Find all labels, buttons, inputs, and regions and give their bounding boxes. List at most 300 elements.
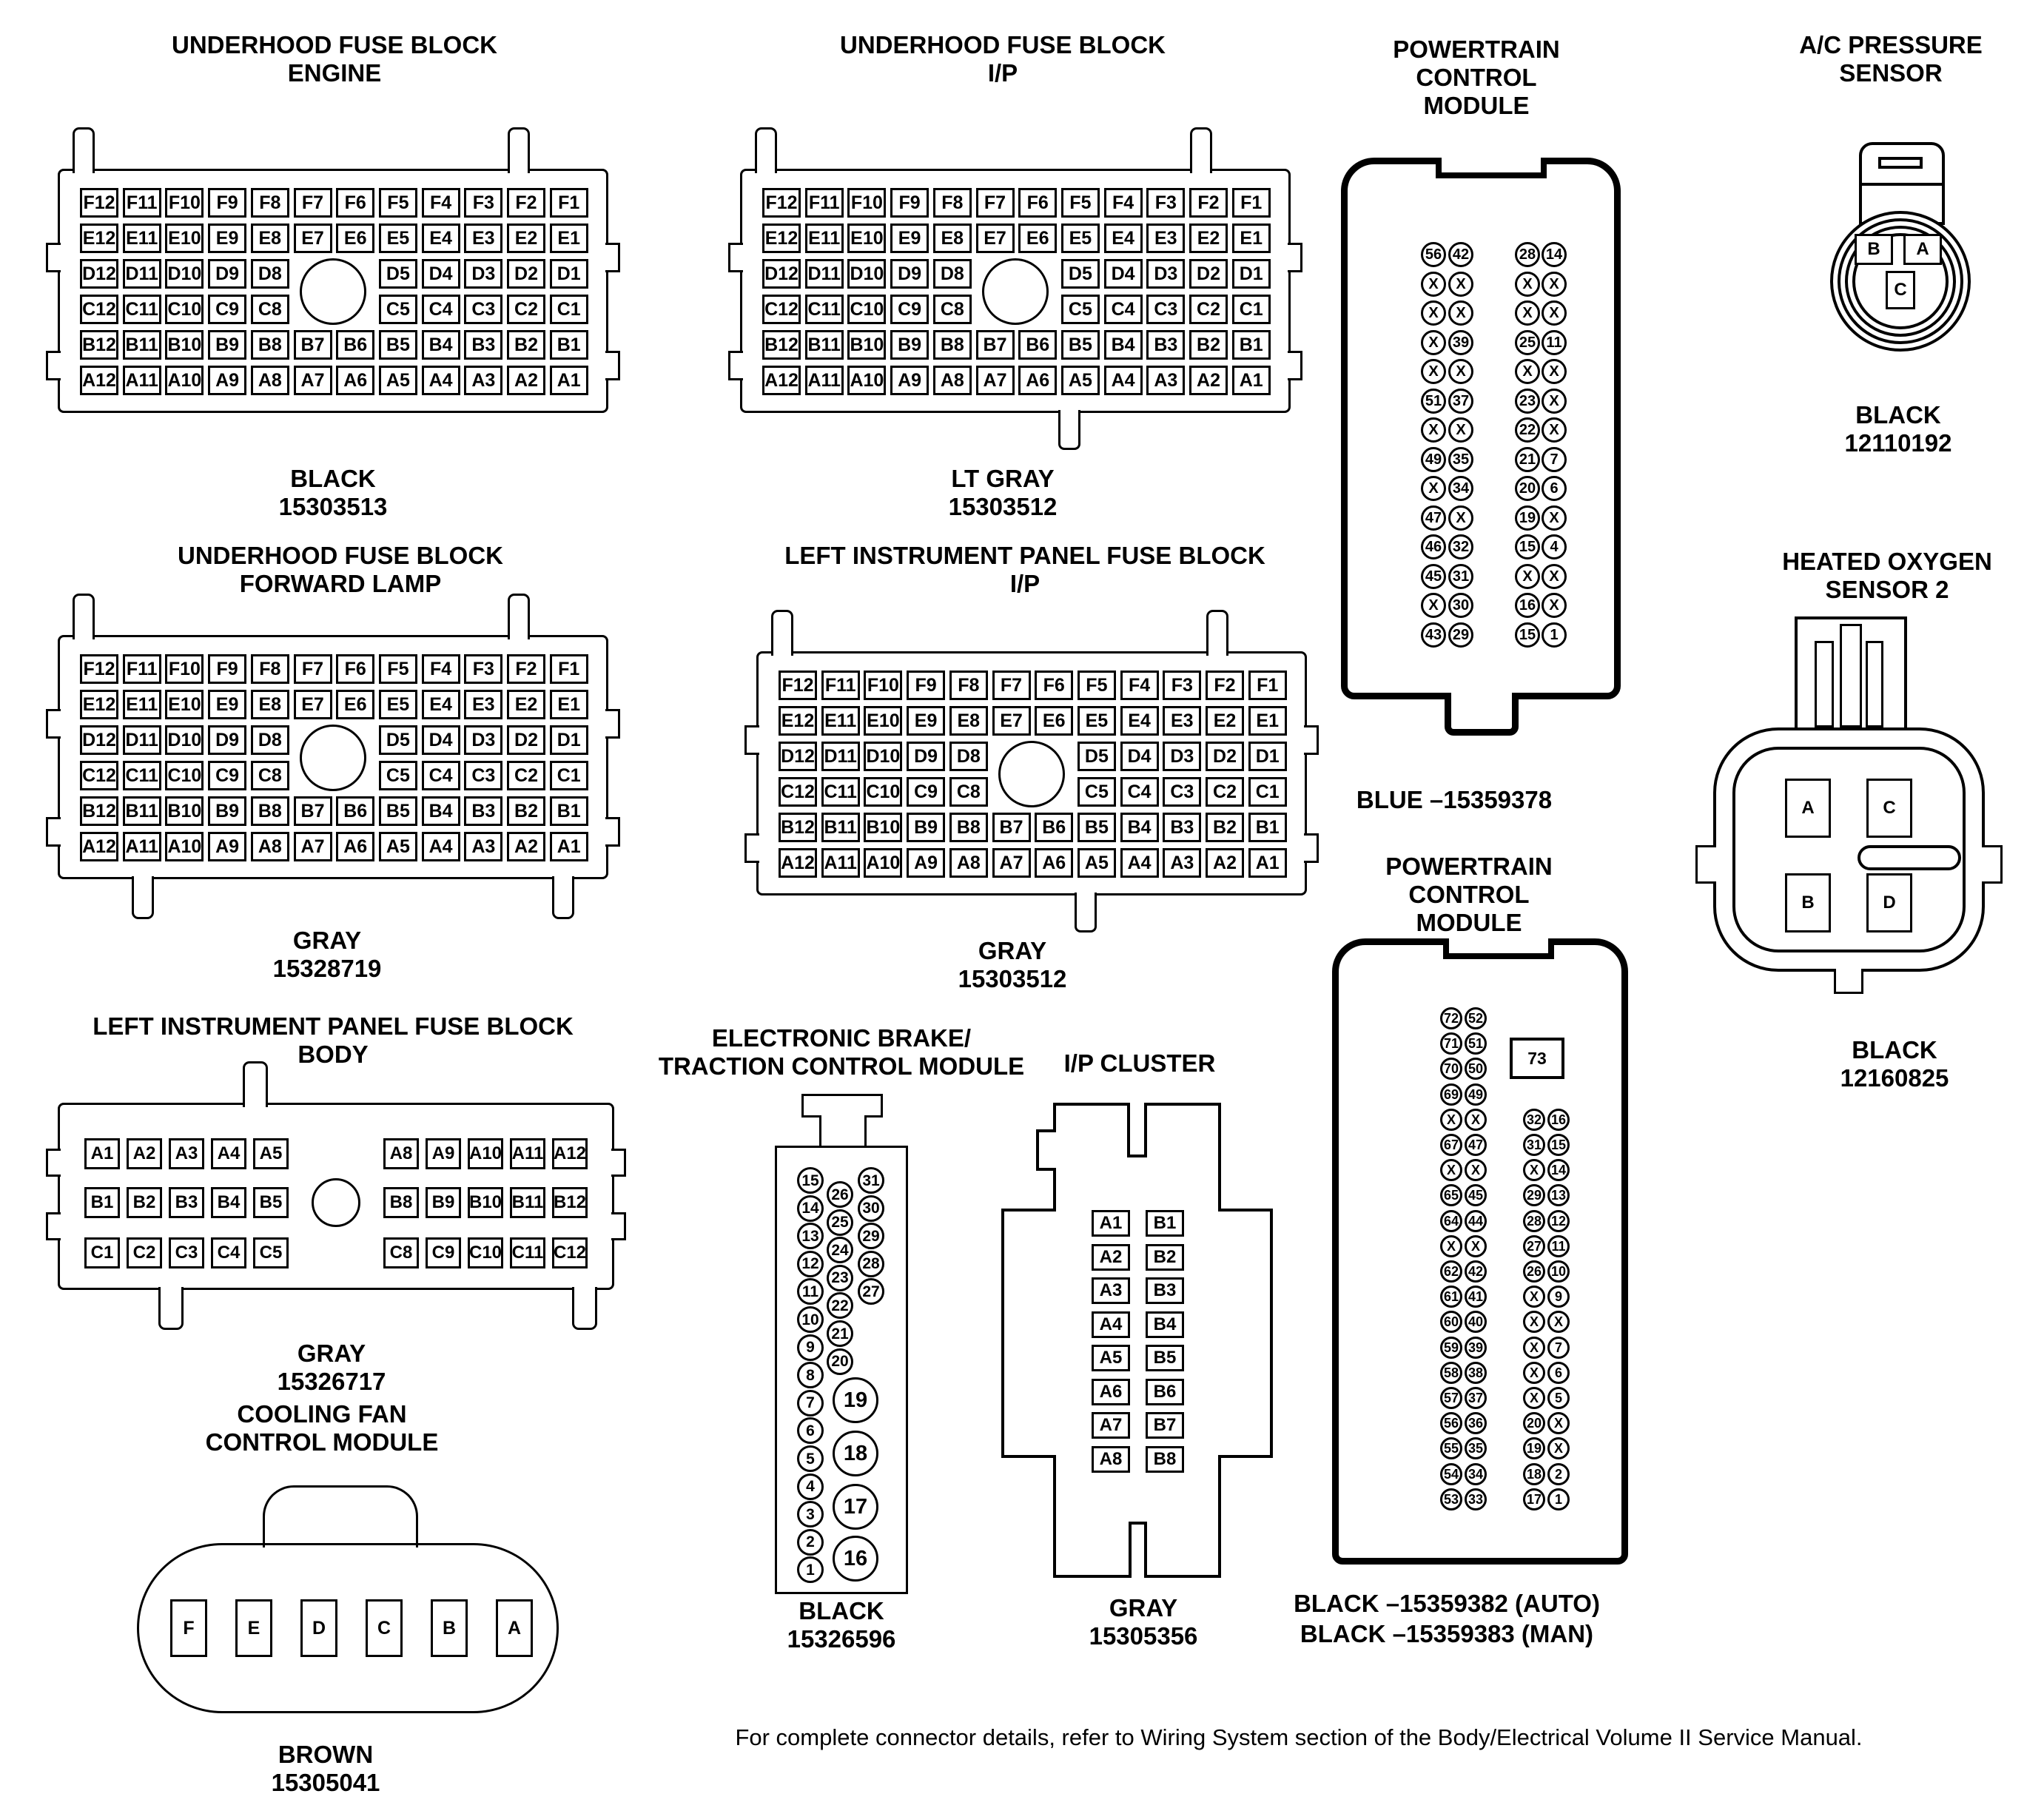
- mounting-peg: [771, 610, 793, 656]
- title-line: MODULE: [1416, 909, 1522, 936]
- fuse-cell: F10: [864, 671, 902, 700]
- pin-circle: 38: [1465, 1362, 1487, 1384]
- pin-circle: 19: [1523, 1437, 1545, 1459]
- title-line: CONTROL: [1408, 881, 1530, 908]
- pin-circle: X: [1547, 1412, 1570, 1434]
- fuse-cell: C8: [933, 295, 972, 324]
- fuse-cell: E4: [1120, 706, 1159, 736]
- fuse-cell: F8: [933, 188, 972, 218]
- connector-color: BLUE –15359378: [1356, 786, 1553, 813]
- fuse-cell: A9: [208, 832, 246, 861]
- pin-circle: 26: [1523, 1260, 1545, 1283]
- fuse-cell: F6: [336, 654, 374, 684]
- fuse-cell: F12: [762, 188, 801, 218]
- fuse-cell: B7: [294, 796, 332, 826]
- ebtcm-tab-bar: [801, 1094, 883, 1118]
- fuse-cell: C2: [507, 761, 545, 790]
- pin-circle: X: [1465, 1235, 1487, 1257]
- pin-circle: 27: [1523, 1235, 1545, 1257]
- fuse-cell: B8: [949, 813, 988, 842]
- pin-circle: 32: [1523, 1109, 1545, 1131]
- title-line: FORWARD LAMP: [239, 570, 442, 597]
- fuse-cell: B1: [1248, 813, 1287, 842]
- fuse-cell: B6: [1018, 330, 1057, 360]
- fuse-cell: B2: [127, 1187, 162, 1218]
- terminal: A: [496, 1599, 533, 1657]
- fuse-cell: B11: [805, 330, 844, 360]
- fuse-cell: A6: [1092, 1379, 1130, 1405]
- fuse-cell: A1: [1248, 848, 1287, 878]
- fuse-cell: B9: [426, 1187, 461, 1218]
- title-line: I/P: [1009, 570, 1041, 597]
- mounting-peg: [1206, 610, 1228, 656]
- fuse-cell: A10: [847, 366, 886, 395]
- pin-circle: X: [1515, 272, 1540, 297]
- pin-circle: 58: [1440, 1362, 1462, 1384]
- fuse-cell: F2: [507, 654, 545, 684]
- pin-circle: 17: [1523, 1488, 1545, 1510]
- fuse-cell: A3: [1146, 366, 1185, 395]
- fuse-cell: D11: [805, 259, 844, 289]
- pin-circle: 7: [1542, 447, 1567, 472]
- fuse-cell: B5: [253, 1187, 289, 1218]
- fuse-cell: F11: [805, 188, 844, 218]
- fuse-cell: A4: [422, 366, 460, 395]
- fuse-cell: C8: [251, 761, 289, 790]
- fuse-cell: D12: [779, 742, 817, 771]
- fuse-cell: B3: [1146, 330, 1185, 360]
- fuse-cell: A1: [550, 366, 588, 395]
- pin-circle: 11: [797, 1278, 824, 1305]
- pin-circle: 51: [1465, 1032, 1487, 1055]
- pin-circle: X: [1542, 564, 1567, 589]
- fuse-cell: D10: [864, 742, 902, 771]
- alignment-notch: [605, 243, 620, 272]
- fuse-cell: E3: [1163, 706, 1201, 736]
- fuse-cell: A3: [169, 1138, 204, 1169]
- fuse-cell: C9: [890, 295, 929, 324]
- fuse-cell: B5: [1061, 330, 1100, 360]
- fuse-cell: A5: [1092, 1345, 1130, 1371]
- title-line: I/P: [987, 59, 1018, 87]
- pin-circle: X: [1542, 505, 1567, 531]
- fuse-cell: B10: [847, 330, 886, 360]
- fuse-cell: F5: [1078, 671, 1116, 700]
- fuse-cell: E2: [507, 690, 545, 719]
- fuse-cell: B10: [165, 330, 204, 360]
- fuse-cell: A4: [1120, 848, 1159, 878]
- fuse-cell: A10: [864, 848, 902, 878]
- fuse-cell: E6: [1035, 706, 1073, 736]
- fuse-cell: A12: [80, 366, 118, 395]
- pin-circle: 49: [1421, 447, 1446, 472]
- title-body-block: [93, 1012, 574, 1069]
- fuse-cell: B2: [1206, 813, 1244, 842]
- fuse-cell: A2: [127, 1138, 162, 1169]
- part-label-pcm-1: [1356, 786, 1552, 814]
- fuse-cell: B6: [336, 796, 374, 826]
- fuse-cell: B4: [211, 1187, 246, 1218]
- fuse-cell: A2: [1189, 366, 1228, 395]
- title-line: UNDERHOOD FUSE BLOCK: [171, 31, 498, 58]
- fuse-cell: E12: [80, 690, 118, 719]
- pin-circle: 11: [1542, 330, 1567, 355]
- fuse-cell: A12: [762, 366, 801, 395]
- fuse-cell: D10: [847, 259, 886, 289]
- pin-circle: 32: [1448, 534, 1473, 559]
- pin-circle: 12: [797, 1251, 824, 1277]
- terminal: D: [1866, 873, 1912, 932]
- fuse-cell: B7: [1146, 1412, 1184, 1439]
- alignment-notch: [46, 709, 61, 739]
- pin-circle: 10: [1547, 1260, 1570, 1283]
- pin-circle: 69: [1440, 1083, 1462, 1106]
- fuse-cell: C10: [165, 295, 204, 324]
- pin-circle: X: [1515, 564, 1540, 589]
- title-underhood-ip: [840, 31, 1166, 87]
- title-line: MODULE: [1423, 92, 1530, 119]
- pin-circle: 2: [1547, 1463, 1570, 1485]
- fuse-cell: F10: [165, 188, 204, 218]
- pcm1-top-notch: [1436, 158, 1547, 178]
- connector-color: BLACK: [1855, 401, 1941, 429]
- ho2s-slot: [1858, 845, 1961, 870]
- fuse-cell: D1: [1232, 259, 1271, 289]
- cooling-fan-index-tab: [263, 1485, 418, 1547]
- fuse-cell: D4: [1104, 259, 1143, 289]
- fuse-cell: E1: [550, 224, 588, 253]
- pin-circle: 31: [858, 1167, 884, 1194]
- fuse-cell: B11: [123, 330, 161, 360]
- fuse-cell: A7: [294, 832, 332, 861]
- fuse-cell: A8: [933, 366, 972, 395]
- fuse-cell: F5: [379, 188, 417, 218]
- title-pcm-1: [1393, 36, 1560, 120]
- pin-circle: 67: [1440, 1134, 1462, 1156]
- part-number: 15305041: [271, 1769, 380, 1796]
- pin-circle: 1: [1547, 1488, 1570, 1510]
- fuse-cell: D10: [165, 725, 204, 755]
- fuse-cell: C3: [464, 761, 502, 790]
- fuse-cell: A7: [992, 848, 1031, 878]
- fuse-cell: C4: [1120, 777, 1159, 807]
- fuse-cell: A2: [507, 366, 545, 395]
- fuse-cell: F7: [294, 188, 332, 218]
- fuse-cell: F6: [336, 188, 374, 218]
- pin-circle: 49: [1465, 1083, 1487, 1106]
- connector-color: BLACK: [1852, 1036, 1937, 1063]
- alignment-notch: [728, 351, 743, 380]
- pin-circle: 31: [1523, 1134, 1545, 1156]
- pin-circle: X: [1542, 359, 1567, 384]
- fuse-cell: C4: [422, 295, 460, 324]
- fuse-cell: B8: [251, 330, 289, 360]
- fuse-cell: F3: [464, 188, 502, 218]
- fuse-cell: F4: [422, 654, 460, 684]
- fuse-cell: B1: [550, 796, 588, 826]
- fuse-cell: B7: [992, 813, 1031, 842]
- pin-circle: 39: [1448, 330, 1473, 355]
- fuse-cell: B3: [464, 796, 502, 826]
- fuse-cell: B10: [468, 1187, 503, 1218]
- fuse-cell: B5: [379, 796, 417, 826]
- mounting-peg: [755, 127, 777, 173]
- fuse-cell: A8: [383, 1138, 419, 1169]
- fuse-cell: C5: [1061, 295, 1100, 324]
- fuse-cell: D5: [1078, 742, 1116, 771]
- fuse-cell: E10: [847, 224, 886, 253]
- index-tab: [243, 1061, 268, 1107]
- title-line: BODY: [297, 1041, 369, 1068]
- fuse-cell: C12: [762, 295, 801, 324]
- fuse-cell: B2: [1189, 330, 1228, 360]
- title-cooling-fan: [206, 1400, 439, 1456]
- title-line: LEFT INSTRUMENT PANEL FUSE BLOCK: [784, 542, 1265, 569]
- fuse-cell: C2: [1206, 777, 1244, 807]
- pin-circle: X: [1421, 330, 1446, 355]
- alignment-notch: [744, 833, 759, 863]
- alignment-notch: [46, 351, 61, 380]
- fuse-cell: F7: [976, 188, 1015, 218]
- pin-circle: 21: [827, 1320, 853, 1347]
- pin-circle: X: [1440, 1159, 1462, 1181]
- part-label-underhood-ip: [949, 465, 1058, 521]
- fuse-cell: B11: [123, 796, 161, 826]
- pin-circle: 7: [797, 1390, 824, 1417]
- fuse-cell: F4: [422, 188, 460, 218]
- fuse-cell: F3: [464, 654, 502, 684]
- part-number: 15305356: [1089, 1622, 1198, 1650]
- pin-circle: 29: [1448, 622, 1473, 648]
- alignment-notch: [46, 817, 61, 847]
- fuse-cell: E8: [251, 224, 289, 253]
- fuse-cell: D2: [1189, 259, 1228, 289]
- fuse-cell: D5: [1061, 259, 1100, 289]
- pin-circle: 24: [827, 1237, 853, 1263]
- fuse-cell: E1: [1248, 706, 1287, 736]
- connector-color: BROWN: [278, 1741, 374, 1768]
- pin-circle: 4: [797, 1473, 824, 1500]
- pin-circle: 45: [1465, 1184, 1487, 1206]
- part-number: 15303513: [278, 493, 388, 520]
- fuse-cell: E7: [294, 690, 332, 719]
- pin-circle: 18: [1523, 1463, 1545, 1485]
- fuse-cell: F4: [1120, 671, 1159, 700]
- pin-circle: 9: [797, 1334, 824, 1361]
- title-line: COOLING FAN: [237, 1400, 407, 1428]
- pin-circle: 20: [1523, 1412, 1545, 1434]
- pin-circle: 60: [1440, 1311, 1462, 1333]
- pin-circle: 35: [1448, 447, 1473, 472]
- fuse-cell: A1: [550, 832, 588, 861]
- fuse-cell: A5: [253, 1138, 289, 1169]
- fuse-cell: E3: [464, 224, 502, 253]
- pin-circle: 59: [1440, 1337, 1462, 1359]
- pin-circle: 31: [1448, 564, 1473, 589]
- fuse-cell: F1: [550, 188, 588, 218]
- pin-circle: X: [1440, 1235, 1462, 1257]
- fuse-cell: E11: [123, 224, 161, 253]
- fuse-cell: F12: [80, 188, 118, 218]
- title-line: HEATED OXYGEN: [1782, 548, 1992, 575]
- mounting-peg: [73, 127, 95, 173]
- ho2s-side-tab: [1982, 845, 2003, 884]
- fuse-cell: A6: [336, 366, 374, 395]
- fuse-cell: C2: [127, 1237, 162, 1268]
- fuse-cell: D12: [80, 259, 118, 289]
- pin-circle: 53: [1440, 1488, 1462, 1510]
- fuse-cell: F8: [251, 188, 289, 218]
- alignment-notch: [46, 1212, 61, 1240]
- pin-circle: 62: [1440, 1260, 1462, 1283]
- pin-circle: 14: [797, 1195, 824, 1222]
- pin-circle: X: [1465, 1159, 1487, 1181]
- fuse-cell: B8: [251, 796, 289, 826]
- fuse-cell: E5: [379, 690, 417, 719]
- alignment-notch: [1288, 351, 1302, 380]
- fuse-cell: B5: [379, 330, 417, 360]
- pin-circle: 19: [833, 1377, 878, 1423]
- pin-circle: X: [1542, 389, 1567, 414]
- pin-circle: 25: [827, 1209, 853, 1236]
- fuse-cell: A11: [123, 366, 161, 395]
- title-line: UNDERHOOD FUSE BLOCK: [177, 542, 504, 569]
- fuse-cell: F8: [949, 671, 988, 700]
- fuse-cell: A7: [294, 366, 332, 395]
- fuse-cell: E7: [976, 224, 1015, 253]
- fuse-cell: F12: [779, 671, 817, 700]
- fuse-cell: A11: [805, 366, 844, 395]
- fuse-cell: A9: [907, 848, 945, 878]
- pin-circle: 42: [1448, 242, 1473, 267]
- title-line: ELECTRONIC BRAKE/: [711, 1024, 972, 1052]
- fuse-cell: F10: [847, 188, 886, 218]
- fuse-cell: A11: [510, 1138, 545, 1169]
- fuse-cell: C8: [251, 295, 289, 324]
- fuse-cell: A11: [821, 848, 860, 878]
- pin-circle: 1: [1542, 622, 1567, 648]
- fuse-cell: F3: [1163, 671, 1201, 700]
- pin-circle: X: [1448, 359, 1473, 384]
- title-ho2s: [1782, 548, 1992, 604]
- fuse-cell: C10: [847, 295, 886, 324]
- fuse-cell: A5: [379, 832, 417, 861]
- pin-circle: 21: [1515, 447, 1540, 472]
- pin-circle: 55: [1440, 1437, 1462, 1459]
- ac-sensor-slot: [1878, 157, 1923, 169]
- fuse-cell: A3: [1092, 1277, 1130, 1304]
- fuse-cell: E6: [336, 224, 374, 253]
- alignment-notch: [46, 243, 61, 272]
- fuse-cell: E2: [1206, 706, 1244, 736]
- alignment-hole: [998, 741, 1065, 807]
- fuse-cell: A11: [123, 832, 161, 861]
- pin-circle: 54: [1440, 1463, 1462, 1485]
- fuse-cell: B4: [1146, 1311, 1184, 1338]
- alignment-notch: [1288, 243, 1302, 272]
- fuse-cell: D12: [80, 725, 118, 755]
- fuse-cell: E9: [208, 690, 246, 719]
- pin-circle: 25: [1515, 330, 1540, 355]
- fuse-cell: C3: [464, 295, 502, 324]
- fuse-cell: C11: [821, 777, 860, 807]
- title-line: UNDERHOOD FUSE BLOCK: [839, 31, 1166, 58]
- fuse-cell: D8: [251, 725, 289, 755]
- fuse-cell: C12: [779, 777, 817, 807]
- fuse-cell: D11: [123, 725, 161, 755]
- pin-circle: X: [1542, 272, 1567, 297]
- pin-circle: 23: [1515, 389, 1540, 414]
- connector-color: GRAY: [292, 927, 362, 954]
- fuse-cell: E4: [1104, 224, 1143, 253]
- fuse-cell: D1: [550, 725, 588, 755]
- part-label-left-ip-block: [958, 937, 1067, 993]
- mounting-peg: [508, 594, 530, 639]
- fuse-cell: C3: [1163, 777, 1201, 807]
- title-underhood-engine: [172, 31, 497, 87]
- pin-circle: 2: [797, 1529, 824, 1556]
- fuse-cell: A9: [208, 366, 246, 395]
- pin-circle: 64: [1440, 1210, 1462, 1232]
- part-label-cooling-fan: [272, 1741, 380, 1797]
- terminal: E: [235, 1599, 272, 1657]
- fuse-cell: C10: [165, 761, 204, 790]
- fuse-cell: A4: [1104, 366, 1143, 395]
- fuse-cell: B12: [552, 1187, 588, 1218]
- fuse-cell: F9: [208, 188, 246, 218]
- pin-circle: X: [1421, 417, 1446, 443]
- pin-circle: 65: [1440, 1184, 1462, 1206]
- fuse-cell: D11: [123, 259, 161, 289]
- fuse-cell: E9: [907, 706, 945, 736]
- pin-circle: 23: [827, 1265, 853, 1291]
- pin-circle: 8: [797, 1362, 824, 1388]
- pin-circle: 28: [858, 1251, 884, 1277]
- fuse-cell: D3: [464, 725, 502, 755]
- fuse-cell: C8: [383, 1237, 419, 1268]
- fuse-cell: E1: [1232, 224, 1271, 253]
- fuse-cell: B3: [169, 1187, 204, 1218]
- pin-circle: X: [1421, 300, 1446, 326]
- part-number: 12110192: [1844, 429, 1952, 457]
- fuse-cell: A12: [80, 832, 118, 861]
- pin-circle: 20: [827, 1348, 853, 1375]
- fuse-cell: B1: [1146, 1210, 1184, 1237]
- fuse-cell: D4: [422, 259, 460, 289]
- fuse-cell: A4: [211, 1138, 246, 1169]
- title-line: I/P CLUSTER: [1063, 1049, 1216, 1077]
- pin-circle: X: [1421, 593, 1446, 618]
- fuse-cell: E9: [208, 224, 246, 253]
- fuse-cell: A3: [464, 366, 502, 395]
- pin-circle: 52: [1465, 1007, 1487, 1029]
- pin-circle: 42: [1465, 1260, 1487, 1283]
- fuse-cell: B2: [507, 796, 545, 826]
- pin-circle: 4: [1542, 534, 1567, 559]
- fuse-cell: E12: [762, 224, 801, 253]
- alignment-notch: [605, 709, 620, 739]
- mounting-peg: [158, 1287, 184, 1330]
- pin-circle: 71: [1440, 1032, 1462, 1055]
- pin-circle: 40: [1465, 1311, 1487, 1333]
- terminal: B: [1785, 873, 1831, 932]
- fuse-cell: D2: [507, 725, 545, 755]
- fuse-cell: C2: [1189, 295, 1228, 324]
- fuse-cell: B9: [208, 330, 246, 360]
- alignment-hole: [300, 258, 366, 325]
- footer-note: For complete connector details, refer to Wiring System section of the Body/Electrical Volume II Service Manual.: [735, 1724, 1863, 1750]
- pin-circle: 44: [1465, 1210, 1487, 1232]
